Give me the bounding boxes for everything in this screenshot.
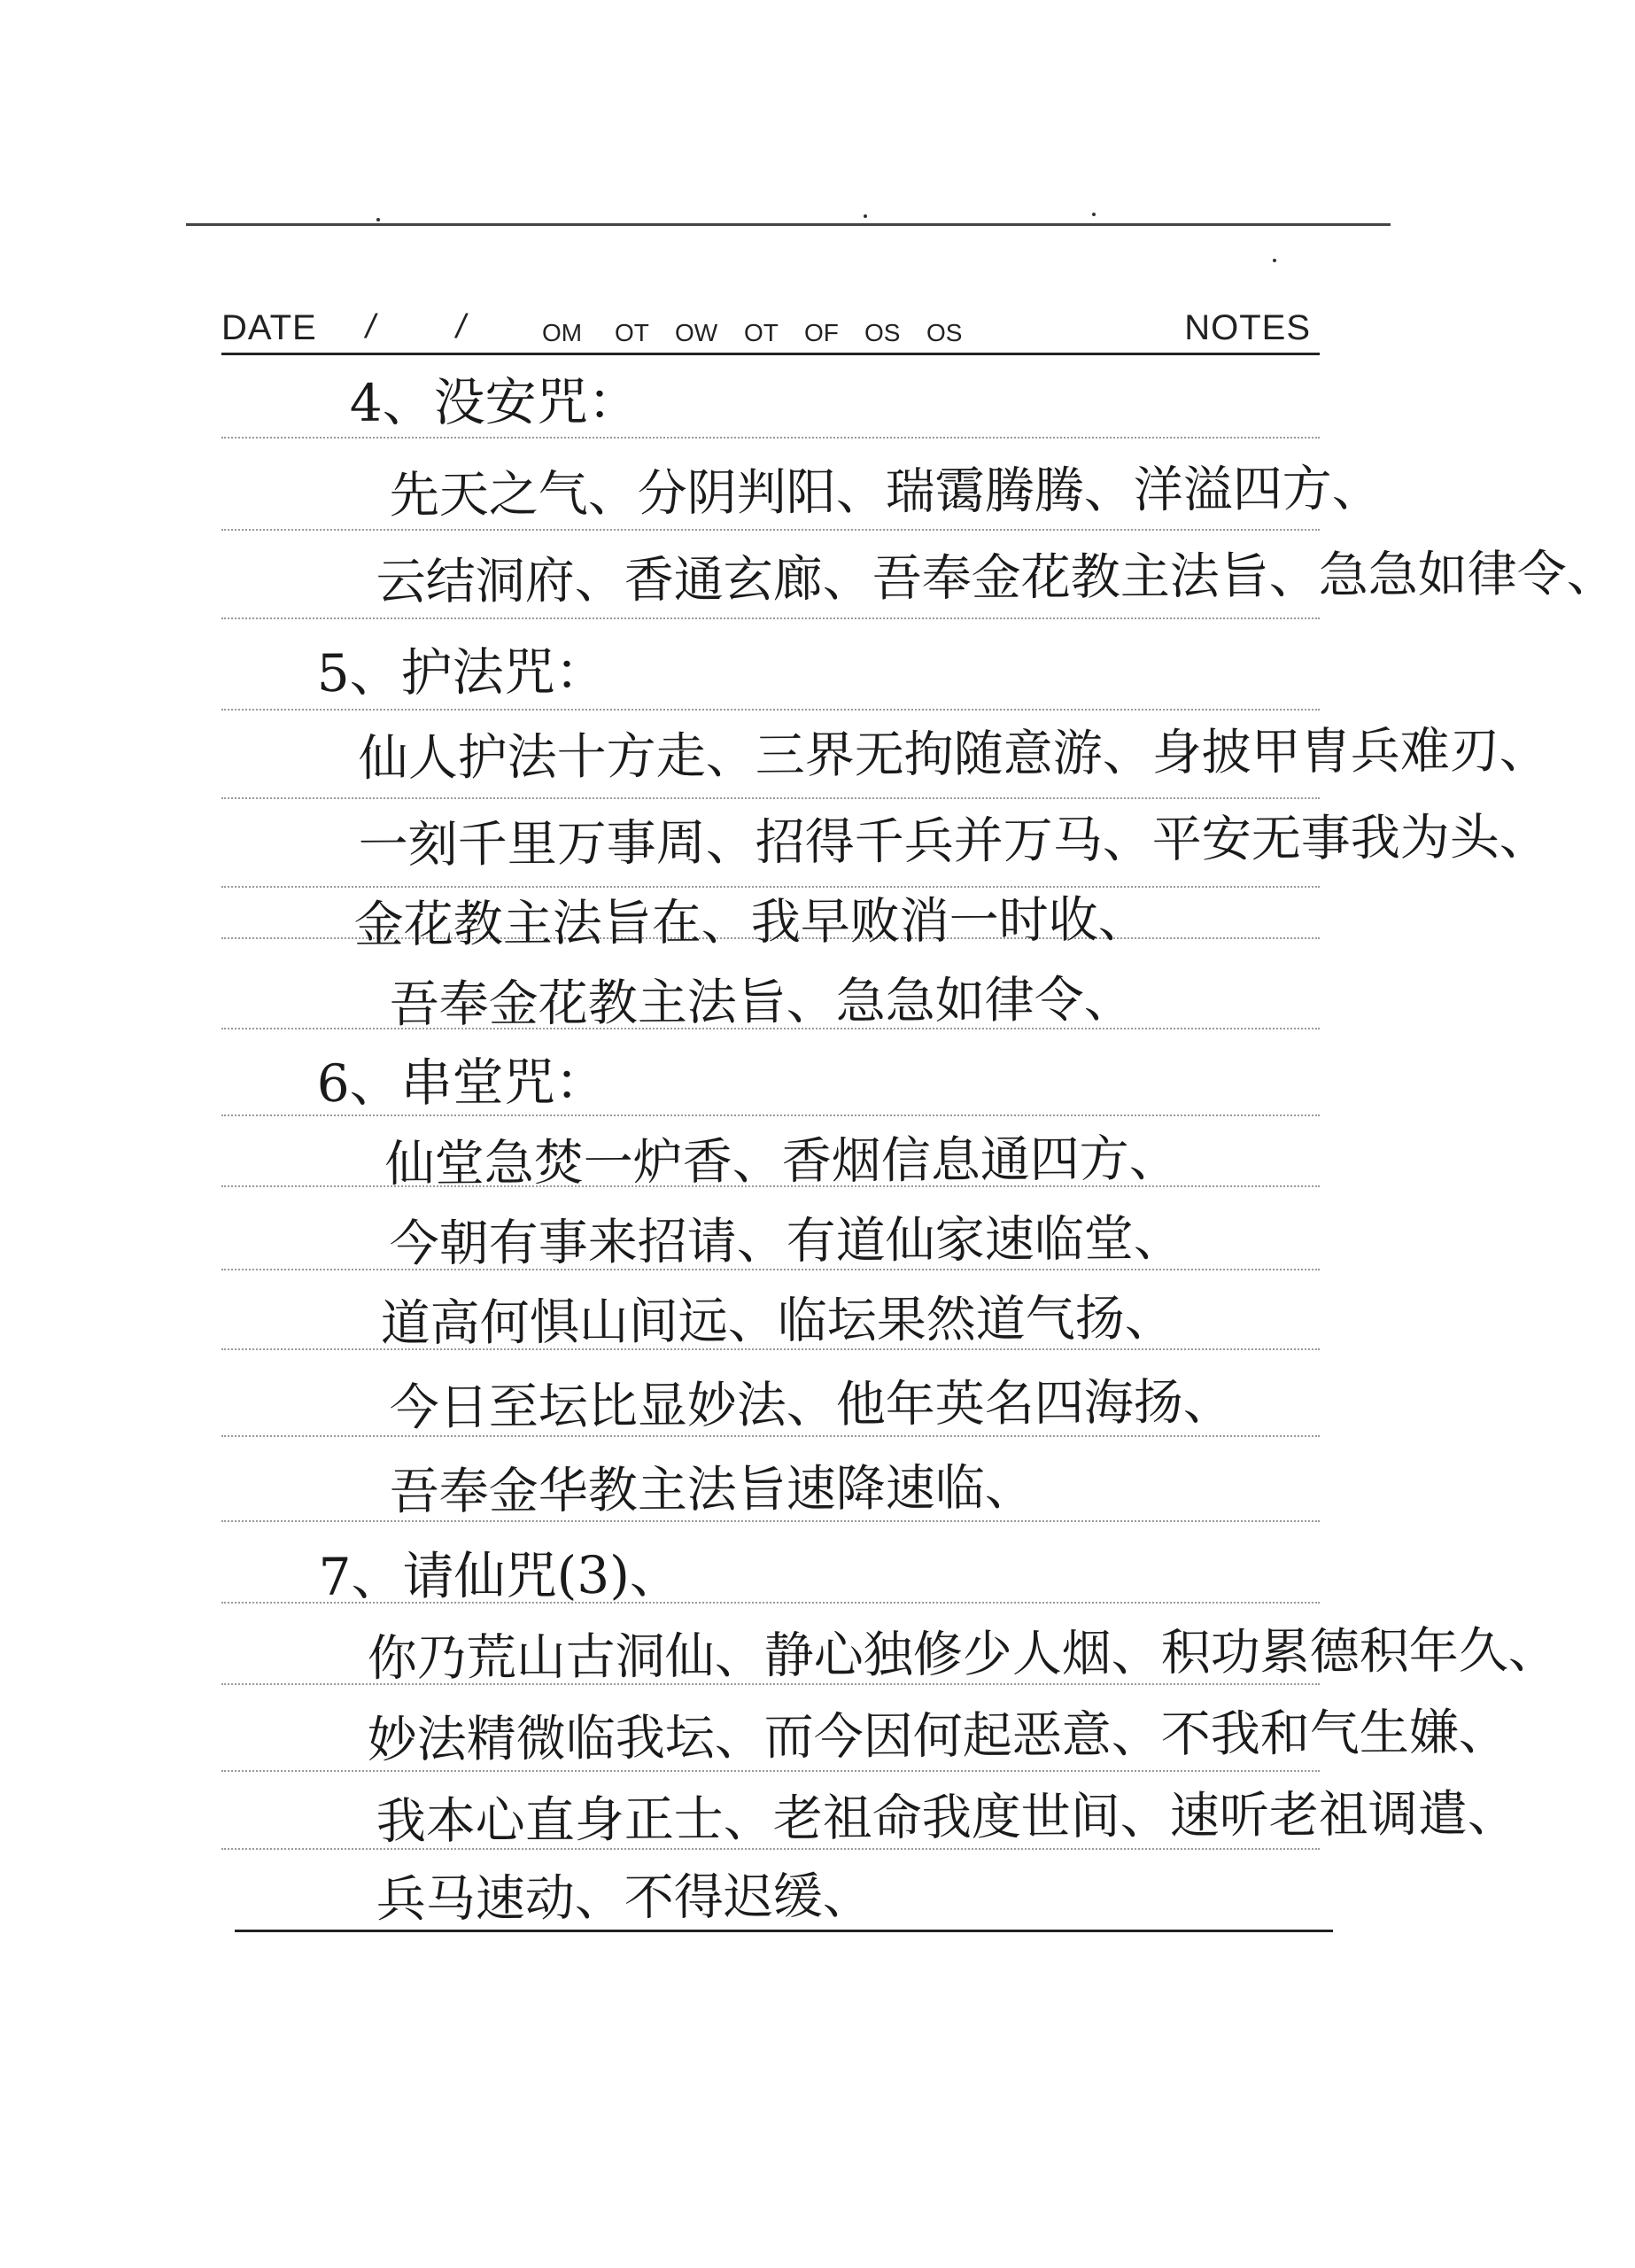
text-line: 今日至坛比显妙法、他年英名四海扬、 xyxy=(389,1373,1233,1438)
ruled-line xyxy=(221,529,1320,531)
ruled-line xyxy=(221,709,1320,711)
date-label: DATE xyxy=(221,308,317,347)
ruled-line xyxy=(221,1115,1320,1116)
ruled-line xyxy=(221,437,1320,439)
text-line: 一刻千里万事周、招得千兵并万马、平安无事我为头、 xyxy=(358,808,1549,875)
text-line: 先天之气、分阴判阳、瑞霭腾腾、洋溢四方、 xyxy=(389,460,1382,525)
header-rule xyxy=(221,353,1320,355)
paper-speck xyxy=(864,214,867,218)
text-line: 兵马速动、不得迟缓、 xyxy=(376,1868,872,1929)
text-line: 道高何惧山间远、临坛果然道气扬、 xyxy=(380,1289,1174,1354)
weekday-marker: OS xyxy=(864,319,901,346)
weekday-marker: OW xyxy=(675,319,718,346)
text-line: 云结洞府、香通玄廊、吾奉金花教主法旨、急急如律令、 xyxy=(376,545,1616,612)
text-line: 金花教主法旨在、我早败消一时收、 xyxy=(353,890,1148,955)
paper-speck xyxy=(1273,259,1276,262)
weekday-marker: OS xyxy=(926,319,963,346)
text-line: 今朝有事来招请、有道仙家速临堂、 xyxy=(389,1209,1183,1274)
weekday-marker: OM xyxy=(542,319,583,346)
text-line: 你乃荒山古洞仙、静心独修少人烟、积功累德积年久、 xyxy=(367,1621,1558,1689)
text-line: 妙法精微临我坛、而今因何起恶意、不我和气生嫌、 xyxy=(367,1704,1508,1770)
weekday-marker: OF xyxy=(804,319,839,346)
paper-speck xyxy=(1092,213,1096,216)
section-heading: 7、请仙咒(3)、 xyxy=(318,1544,682,1607)
ruled-line xyxy=(221,797,1320,799)
bottom-rule xyxy=(235,1930,1333,1932)
weekday-marker: OT xyxy=(615,319,649,346)
top-rule xyxy=(186,223,1391,226)
section-heading: 6、串堂咒： xyxy=(316,1051,607,1114)
page-header xyxy=(221,301,1311,354)
text-line: 仙人护法十方走、三界无拘随意游、身披甲胄兵难刃、 xyxy=(358,721,1549,788)
paper-speck xyxy=(376,218,380,221)
ruled-line xyxy=(221,617,1320,619)
text-line: 吾奉金花教主法旨、急急如律令、 xyxy=(389,971,1134,1035)
section-heading: 5、护法咒： xyxy=(316,641,607,703)
section-heading: 4、没安咒： xyxy=(349,370,639,434)
date-separator: / xyxy=(456,308,466,346)
text-line: 我本心直身正士、老祖命我度世间、速听老祖调遣、 xyxy=(376,1785,1517,1851)
ruled-line xyxy=(221,886,1320,888)
notes-label: NOTES xyxy=(1184,308,1311,347)
text-line: 仙堂急焚一炉香、香烟信息通四方、 xyxy=(384,1130,1179,1194)
weekday-marker: OT xyxy=(744,319,779,346)
date-separator: / xyxy=(366,308,376,346)
text-line: 吾奉金华教主法旨速降速临、 xyxy=(389,1458,1034,1522)
